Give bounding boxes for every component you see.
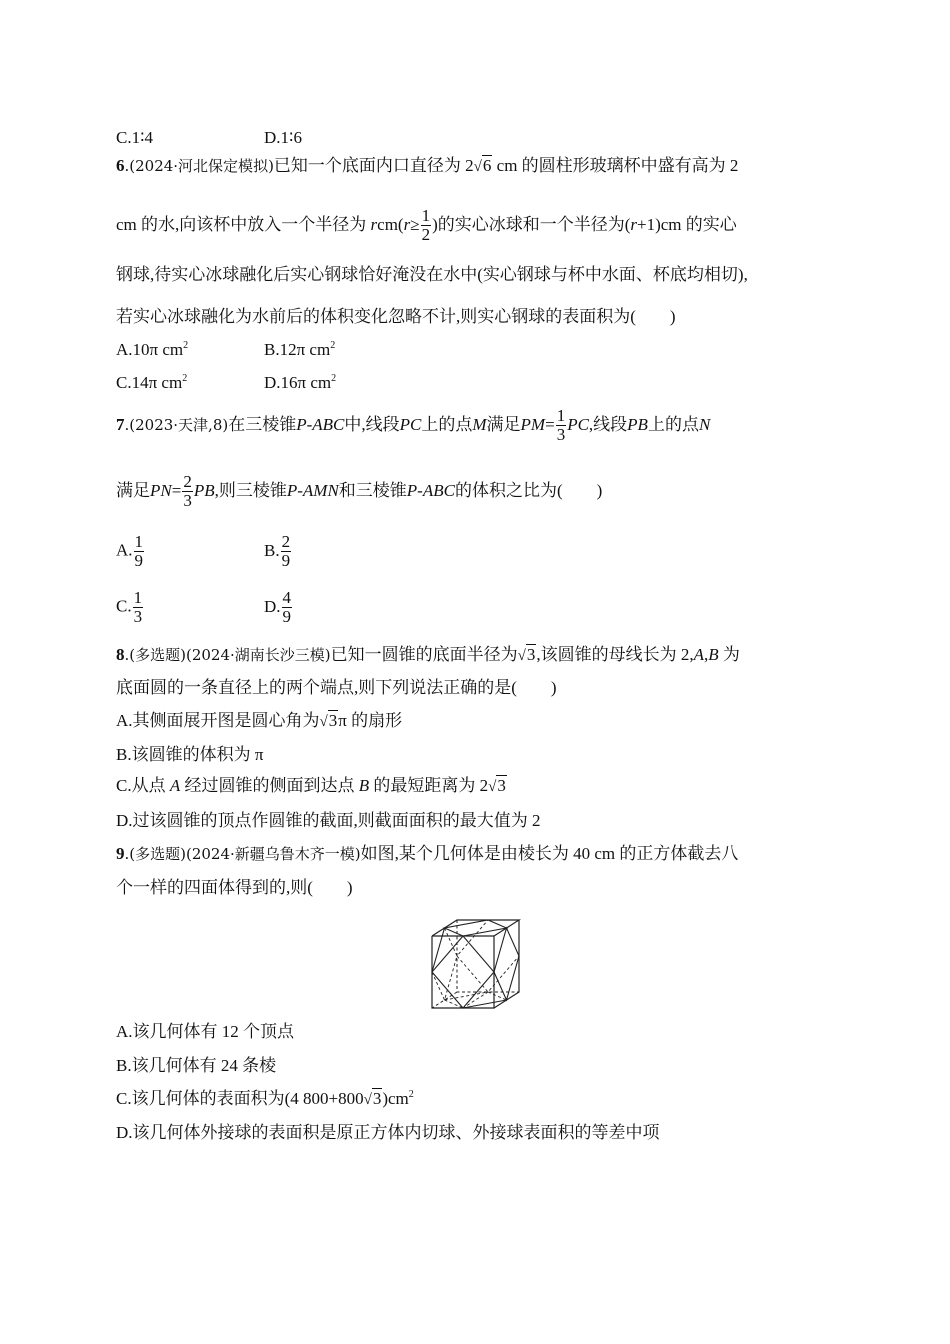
q6-var-r: r <box>630 215 638 234</box>
q7-text: 满足 <box>486 415 521 434</box>
q7-var: PC <box>399 415 422 434</box>
q8-option-b: B.该圆锥的体积为 π <box>116 745 264 764</box>
q8-text: 已知一圆锥的底面半径为 <box>330 645 518 664</box>
q6-option-b <box>264 340 335 359</box>
q7-var: P-ABC <box>406 481 455 500</box>
q7-option-d-fraction <box>282 589 293 626</box>
q9-option-c-square: 2 <box>408 1089 414 1100</box>
q9-line-2: 个一样的四面体得到的,则( ) <box>116 878 353 897</box>
q7-options-cd <box>116 572 836 630</box>
q9-option-c <box>116 1088 836 1122</box>
q9-option-c-text: C.该几何体的表面积为(4 800+800 <box>116 1089 364 1108</box>
q8-number: 8 <box>116 645 125 664</box>
q8-option-a <box>116 710 836 744</box>
q8-line-2: 底面圆的一条直径上的两个端点,则下列说法正确的是( ) <box>116 678 557 697</box>
q6-text: cm 的圆柱形玻璃杯中盛有高为 2 <box>492 156 739 175</box>
q8-sqrt-radicand: 3 <box>526 645 536 664</box>
q7-option-c-label: C. <box>116 595 132 615</box>
q7-option-d <box>264 589 293 626</box>
q6-option-c <box>116 372 264 394</box>
q6-options-ab <box>116 339 836 372</box>
q7-var: PB <box>193 481 215 500</box>
q7-var: N <box>698 415 711 434</box>
q7-var: P-ABC <box>296 415 345 434</box>
front-square-face <box>432 936 494 1008</box>
q8-option-a-text: π 的扇形 <box>338 711 403 730</box>
q8-line-1 <box>116 630 836 677</box>
q7-fraction-numerator: 1 <box>556 405 566 425</box>
q6-number: 6 <box>116 156 125 175</box>
q6-source: .(2024·河北保定模拟) <box>124 157 274 175</box>
q6-option-c-square: 2 <box>182 373 188 384</box>
q7-var: PC <box>567 415 589 434</box>
q8-option-c-text: 的最短距离为 2 <box>369 776 489 795</box>
q8-option-c-radicand: 3 <box>497 776 506 795</box>
q6-sqrt-radicand: 6 <box>482 156 492 175</box>
q6-option-d-text: D.16π cm <box>264 373 332 392</box>
q7-option-a-denominator: 9 <box>134 550 144 570</box>
q9-option-c-sqrt: √3 <box>363 1089 382 1108</box>
q7-option-b <box>264 533 292 570</box>
q6-text: cm 的水,向该杯中放入一个半径为 <box>116 215 367 234</box>
q6-option-a-square: 2 <box>183 340 189 351</box>
q7-option-d-label: D. <box>264 597 281 616</box>
q6-options-cd <box>116 372 836 402</box>
q7-option-c-numerator: 1 <box>133 587 143 607</box>
q7-fraction-denominator: 3 <box>183 490 192 510</box>
q6-text: cm( <box>377 215 404 234</box>
q5-options-cd <box>116 127 836 155</box>
q8-option-c <box>116 775 836 810</box>
q7-var: M <box>472 415 487 434</box>
q6-line-1 <box>116 155 836 202</box>
q8-option-d: D.过该圆锥的顶点作圆锥的截面,则截面面积的最大值为 2 <box>116 811 541 830</box>
q8-option-a-radicand: 3 <box>328 711 338 730</box>
q6-fraction-numerator: 1 <box>421 205 431 225</box>
q7-var: PN <box>150 481 172 500</box>
q9-source: .(多选题)(2024·新疆乌鲁木齐一模) <box>124 845 361 863</box>
q7-var: P-AMN <box>286 481 339 500</box>
q9-option-d: D.该几何体外接球的表面积是原正方体内切球、外接球表面积的等差中项 <box>116 1123 660 1142</box>
q9-option-b: B.该几何体有 24 条棱 <box>116 1056 277 1075</box>
hidden-cut-edges <box>432 956 457 1000</box>
q7-option-b-denominator: 9 <box>281 550 291 570</box>
q7-fraction-denominator: 3 <box>556 424 566 444</box>
q8-text: ,该圆锥的母线长为 2, <box>536 645 694 664</box>
right-square-face <box>494 928 519 1000</box>
q6-line-3: 钢球,待实心冰球融化后实心钢球恰好淹没在水中(实心钢球与杯中水面、杯底均相切), <box>116 265 748 284</box>
q7-option-a-label: A. <box>116 539 133 559</box>
q6-text: )的实心冰球和一个半径为( <box>432 215 631 234</box>
q7-option-d-numerator: 4 <box>282 587 292 607</box>
q8-option-c-text: 经过圆锥的侧面到达点 <box>180 776 359 795</box>
q9-option-c-text: )cm <box>382 1089 409 1108</box>
q8-option-a-sqrt: √3 <box>319 711 338 730</box>
q6-var-r: r <box>403 215 411 234</box>
q8-var-a: A <box>693 645 704 664</box>
q6-fraction-denominator: 2 <box>421 224 431 244</box>
q7-text: ,则三棱锥 <box>214 481 287 500</box>
q7-options-ab <box>116 510 836 572</box>
q6-line-2 <box>116 202 836 248</box>
q7-text: ,线段 <box>588 415 628 434</box>
q9-option-c-radicand: 3 <box>372 1089 382 1108</box>
q7-var: PB <box>627 415 648 434</box>
q8-source: .(多选题)(2024·湖南长沙三模) <box>124 646 331 664</box>
q7-option-a-fraction <box>134 533 145 570</box>
q6-option-c-text: C.14π cm <box>116 373 183 392</box>
q7-equals: = <box>171 481 182 500</box>
q7-line-2 <box>116 448 836 510</box>
q7-text: 满足 <box>116 481 150 500</box>
q6-option-a-text: A.10π cm <box>116 340 184 359</box>
q8-comma: , <box>704 645 709 664</box>
cube-front-face <box>432 936 494 1008</box>
q7-option-b-numerator: 2 <box>281 531 291 551</box>
q7-text: 和三棱锥 <box>338 481 407 500</box>
q6-text: 已知一个底面内口直径为 2 <box>273 156 474 175</box>
cuboctahedron-in-cube-figure <box>430 918 522 1012</box>
q8-sqrt: √3 <box>517 645 536 664</box>
q7-text: 在三棱锥 <box>228 415 297 434</box>
q8-var-a: A <box>169 776 181 795</box>
q6-var-r: r <box>370 215 378 234</box>
q8-var-b: B <box>708 645 719 664</box>
q7-option-a <box>116 533 264 570</box>
q6-option-d <box>264 373 336 392</box>
q7-option-d-denominator: 9 <box>282 606 292 626</box>
q7-text: 上的点 <box>647 415 699 434</box>
q8-text: 为 <box>718 645 740 664</box>
q7-fraction <box>182 473 193 510</box>
q9-option-a: A.该几何体有 12 个顶点 <box>116 1022 295 1041</box>
q7-fraction-numerator: 2 <box>183 471 192 491</box>
q6-fraction <box>421 207 432 244</box>
q7-text: 的体积之比为( ) <box>454 481 603 500</box>
q6-option-b-text: B.12π cm <box>264 340 331 359</box>
q7-source: .(2023·天津,8) <box>124 416 229 434</box>
q8-var-b: B <box>358 776 370 795</box>
q7-line-1 <box>116 402 836 448</box>
hidden-cut-edges <box>457 956 519 992</box>
q6-option-d-square: 2 <box>331 373 337 384</box>
q7-option-b-fraction <box>281 533 292 570</box>
q6-geq-sign: ≥ <box>410 215 420 234</box>
q8-option-c-sqrt: √3 <box>488 776 506 795</box>
q6-option-a <box>116 339 264 361</box>
q7-equals: = <box>545 415 555 434</box>
q7-number: 7 <box>116 415 125 434</box>
q9-text: 如图,某个几何体是由棱长为 40 cm 的正方体截去八 <box>360 844 739 863</box>
q7-option-c-denominator: 3 <box>133 606 143 626</box>
q8-option-c-text: C.从点 <box>116 776 170 795</box>
q7-option-a-numerator: 1 <box>134 531 144 551</box>
q7-text: 上的点 <box>421 415 473 434</box>
q5-option-d: D.1∶6 <box>264 128 302 147</box>
q7-option-c-fraction <box>133 589 144 626</box>
cube-hidden-edges <box>457 920 519 992</box>
q6-text: +1)cm 的实心 <box>637 215 737 234</box>
q6-line-4: 若实心冰球融化为水前后的体积变化忽略不计,则实心钢球的表面积为( ) <box>116 307 676 326</box>
q7-option-c <box>116 589 264 626</box>
q8-option-a-text: A.其侧面展开图是圆心角为 <box>116 711 320 730</box>
q7-option-b-label: B. <box>264 541 280 560</box>
q7-var: PM <box>520 415 546 434</box>
q7-text: 中,线段 <box>344 415 400 434</box>
q9-line-1 <box>116 843 836 877</box>
q7-fraction <box>556 407 567 444</box>
q5-option-c: C.1∶4 <box>116 128 154 147</box>
q6-option-b-square: 2 <box>330 340 336 351</box>
q9-number: 9 <box>116 844 125 863</box>
q6-sqrt: √6 <box>473 156 492 175</box>
